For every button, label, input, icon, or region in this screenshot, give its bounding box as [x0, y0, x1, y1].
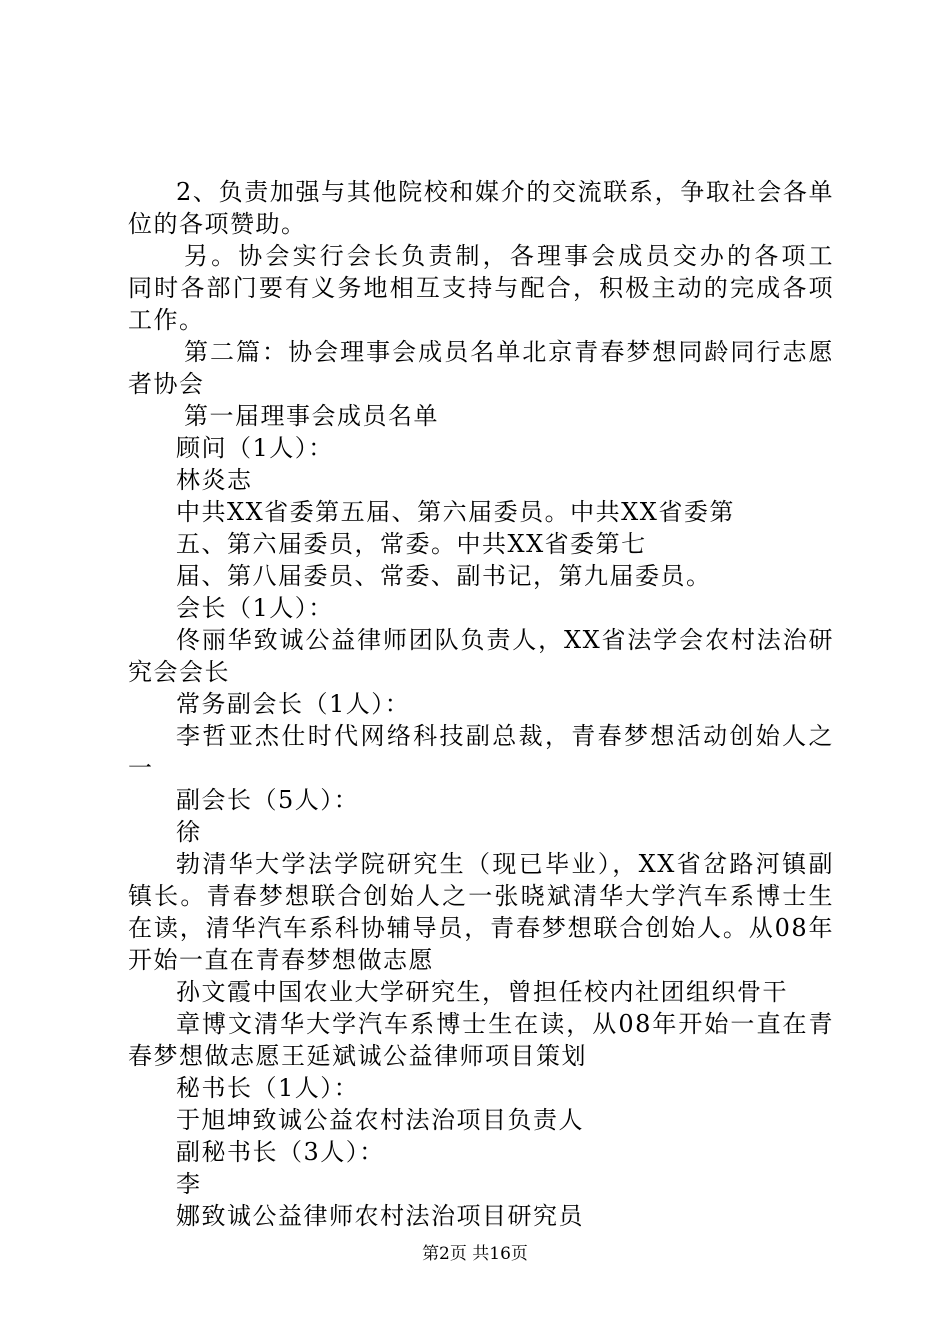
member-bio-line: 春梦想做志愿王延斌诚公益律师项目策划 [128, 1042, 587, 1070]
document-body [128, 176, 834, 1232]
member-bio-line: 孙文霞中国农业大学研究生，曾担任校内社团组织骨干 [176, 978, 788, 1006]
member-bio-line: 娜致诚公益律师农村法治项目研究员 [176, 1202, 584, 1230]
role-heading: 顾问（1人）： [176, 434, 334, 462]
member-bio-line: 镇长。青春梦想联合创始人之一张晓斌清华大学汽车系博士生 [128, 882, 834, 910]
role-heading: 副秘书长（3人）： [176, 1138, 385, 1166]
member-bio-line: 中共XX省委第五届、第六届委员。中共XX省委第 [176, 498, 735, 526]
paragraph-line: 位的各项赞助。 [128, 210, 307, 238]
role-heading: 常务副会长（1人）： [176, 690, 411, 718]
member-bio-line: 开始一直在青春梦想做志愿 [128, 946, 434, 974]
section-heading-line: 者协会 [128, 370, 205, 398]
role-heading: 副会长（5人）： [176, 786, 360, 814]
member-bio-line: 佟丽华致诚公益律师团队负责人，XX省法学会农村法治研 [176, 626, 834, 654]
paragraph-line: 同时各部门要有义务地相互支持与配合，积极主动的完成各项 [128, 274, 834, 302]
member-name: 林炎志 [176, 466, 253, 494]
member-bio-line: 李哲亚杰仕时代网络科技副总裁，青春梦想活动创始人之 [176, 722, 834, 750]
member-name: 李 [176, 1170, 202, 1198]
role-heading: 秘书长（1人）： [176, 1074, 360, 1102]
member-bio-line: 勃清华大学法学院研究生（现已毕业），XX省岔路河镇副 [176, 850, 834, 878]
section-heading-line: 第二篇：协会理事会成员名单北京青春梦想同龄同行志愿 [184, 338, 834, 366]
list-title: 第一届理事会成员名单 [184, 402, 439, 430]
member-bio-line: 在读，清华汽车系科协辅导员，青春梦想联合创始人。从08年 [128, 914, 834, 942]
paragraph-line: 2、负责加强与其他院校和媒介的交流联系，争取社会各单 [176, 178, 834, 206]
member-bio-line: 究会会长 [128, 658, 230, 686]
member-name: 徐 [176, 818, 202, 846]
member-bio-line: 五、第六届委员，常委。中共XX省委第七 [176, 530, 647, 558]
paragraph-line: 另。协会实行会长负责制，各理事会成员交办的各项工 [184, 242, 834, 270]
page-number-footer: 第2页 共16页 [422, 1244, 528, 1264]
member-bio-line: 章博文清华大学汽车系博士生在读，从08年开始一直在青 [176, 1010, 834, 1038]
member-bio-line: 一 [128, 754, 154, 782]
member-bio-line: 于旭坤致诚公益农村法治项目负责人 [176, 1106, 584, 1134]
role-heading: 会长（1人）： [176, 594, 334, 622]
member-bio-line: 届、第八届委员、常委、副书记，第九届委员。 [176, 562, 712, 590]
paragraph-line: 工作。 [128, 306, 205, 334]
